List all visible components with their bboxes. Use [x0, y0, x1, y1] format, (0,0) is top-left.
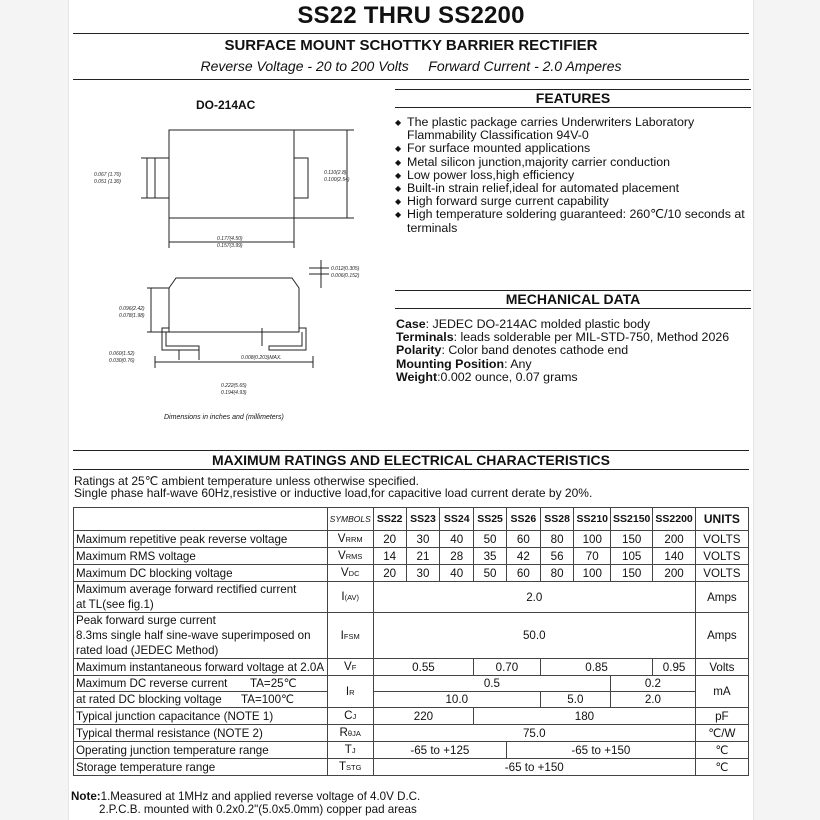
value-cell: 80 — [540, 531, 574, 548]
notes-block — [69, 790, 753, 816]
mech-terminals: Terminals: leads solderable per MIL-STD-750, Method 2026 — [396, 330, 730, 345]
reverse-voltage-text: Reverse Voltage - 20 to 200 Volts — [200, 58, 409, 74]
dim-height-min: 0.078(1.98) — [119, 313, 145, 319]
unit-cell: ℃ — [695, 742, 748, 759]
ratings-rule-top — [73, 450, 749, 451]
value-cell: 150 — [611, 565, 653, 582]
value-cell: 60 — [506, 531, 540, 548]
forward-current-text: Forward Current - 2.0 Amperes — [428, 58, 622, 74]
electrical-characteristics-table — [73, 507, 749, 776]
dim-standoff-max: 0.008(0.203)MAX. — [241, 355, 282, 361]
value-cell: 100 — [574, 531, 611, 548]
unit-cell: Amps — [695, 613, 748, 659]
unit-cell: VOLTS — [695, 565, 748, 582]
header-part: SS2150 — [611, 508, 653, 531]
param-desc: Maximum average forward rectified current at TL(see fig.1) — [74, 582, 328, 613]
value-cell: -65 to +150 — [373, 759, 695, 776]
param-symbol: IR — [327, 676, 373, 708]
param-desc: Storage temperature range — [74, 759, 328, 776]
value-cell: 14 — [373, 548, 406, 565]
param-symbol: RθJA — [327, 725, 373, 742]
header-part: SS24 — [440, 508, 474, 531]
param-symbol: TSTG — [327, 759, 373, 776]
value-cell: 40 — [440, 565, 474, 582]
package-name: DO-214AC — [196, 98, 256, 112]
dim-height-max: 0.096(2.42) — [119, 306, 145, 312]
param-desc: Maximum repetitive peak reverse voltage — [74, 531, 328, 548]
value-cell: 0.85 — [540, 659, 653, 676]
title-rule — [73, 33, 749, 34]
dim-lead-length-min: 0.030(0.76) — [109, 358, 135, 364]
value-cell: 70 — [574, 548, 611, 565]
mech-polarity: Polarity: Color band denotes cathode end — [396, 343, 629, 358]
dim-body-length-max: 0.177(4.50) — [217, 236, 243, 242]
dim-overall-length-max: 0.222(5.65) — [221, 383, 247, 389]
value-cell: 0.70 — [474, 659, 541, 676]
table-row — [74, 582, 749, 613]
unit-cell: ℃/W — [695, 725, 748, 742]
table-row — [74, 659, 749, 676]
ratings-rule-bottom — [73, 469, 749, 470]
unit-cell: ℃ — [695, 759, 748, 776]
value-cell: 75.0 — [373, 725, 695, 742]
value-cell: 42 — [506, 548, 540, 565]
value-cell: 30 — [406, 565, 440, 582]
value-cell: 60 — [506, 565, 540, 582]
value-cell: 200 — [653, 531, 695, 548]
header-rule — [73, 79, 749, 80]
value-cell: 5.0 — [540, 692, 610, 708]
value-cell: 50 — [474, 565, 507, 582]
value-cell: 0.5 — [373, 676, 610, 692]
table-row — [74, 742, 749, 759]
unit-cell: VOLTS — [695, 531, 748, 548]
mech-mounting: Mounting Position: Any — [396, 356, 532, 371]
condition-line: Ratings at 25℃ ambient temperature unless otherwise specified. — [74, 474, 419, 488]
value-cell: 30 — [406, 531, 440, 548]
unit-cell: Amps — [695, 582, 748, 613]
datasheet-page — [68, 0, 754, 820]
table-row — [74, 613, 749, 659]
dim-lead-thickness-min: 0.006(0.152) — [331, 273, 360, 279]
param-desc: Typical junction capacitance (NOTE 1) — [74, 708, 328, 725]
value-cell: 56 — [540, 548, 574, 565]
feature-item: ◆ Metal silicon junction,majority carrier conduction — [395, 156, 755, 169]
table-row — [74, 676, 749, 692]
value-cell: 0.95 — [653, 659, 695, 676]
value-cell: -65 to +150 — [506, 742, 695, 759]
dim-overall-length-min: 0.194(4.93) — [221, 390, 247, 396]
feature-item: ◆ The plastic package carries Underwriters Laboratory Flammability Classification 94V-0 — [395, 116, 755, 142]
feature-item: ◆ High temperature soldering guaranteed: 260℃/10 seconds at terminals — [395, 208, 755, 234]
value-cell: 100 — [574, 565, 611, 582]
features-list — [395, 116, 755, 235]
feature-item: ◆ For surface mounted applications — [395, 142, 755, 155]
table-row — [74, 548, 749, 565]
ratings-conditions — [74, 475, 744, 499]
feature-item: ◆ High forward surge current capability — [395, 195, 755, 208]
page-gutter-left — [0, 0, 68, 820]
package-body-top-view — [169, 130, 294, 218]
param-desc: Maximum DC blocking voltage — [74, 565, 328, 582]
dim-lead-length-max: 0.060(1.52) — [109, 351, 135, 357]
value-cell: 10.0 — [373, 692, 540, 708]
unit-cell: Volts — [695, 659, 748, 676]
dim-body-length-min: 0.157(3.99) — [217, 243, 243, 249]
ratings-heading: MAXIMUM RATINGS AND ELECTRICAL CHARACTERISTICS — [212, 452, 610, 468]
table-row — [74, 531, 749, 548]
param-symbol: VRRM — [327, 531, 373, 548]
param-symbol: IFSM — [327, 613, 373, 659]
table-row — [74, 708, 749, 725]
value-cell: 28 — [440, 548, 474, 565]
package-outline-drawing — [69, 110, 389, 410]
param-desc: Maximum RMS voltage — [74, 548, 328, 565]
param-desc: Maximum instantaneous forward voltage at 2.0A — [74, 659, 328, 676]
value-cell: 105 — [611, 548, 653, 565]
value-cell: 50.0 — [373, 613, 695, 659]
value-cell: 21 — [406, 548, 440, 565]
param-symbol: I(AV) — [327, 582, 373, 613]
header-part: SS2200 — [653, 508, 695, 531]
features-rule-bottom — [395, 107, 751, 108]
value-cell: 20 — [373, 531, 406, 548]
mechanical-rule-bottom — [395, 308, 751, 309]
header-symbols: SYMBOLS — [327, 508, 373, 531]
unit-cell: mA — [695, 676, 748, 708]
param-desc: at rated DC blocking voltage TA=100℃ — [74, 692, 328, 708]
value-cell: 0.2 — [611, 676, 696, 692]
param-desc: Peak forward surge current 8.3ms single half sine-wave superimposed on rated load (JEDEC Method) — [74, 613, 328, 659]
page-subtitle: SURFACE MOUNT SCHOTTKY BARRIER RECTIFIER — [224, 37, 598, 54]
header-part: SS210 — [574, 508, 611, 531]
value-cell: 40 — [440, 531, 474, 548]
value-cell: 2.0 — [373, 582, 695, 613]
ratings-summary — [69, 58, 753, 74]
feature-item: ◆ Low power loss,high efficiency — [395, 169, 755, 182]
value-cell: 20 — [373, 565, 406, 582]
table-row — [74, 759, 749, 776]
mechanical-heading: MECHANICAL DATA — [505, 291, 641, 307]
dimension-units-note: Dimensions in inches and (millimeters) — [164, 414, 284, 421]
feature-item: ◆ Built-in strain relief,ideal for automated placement — [395, 182, 755, 195]
header-part: SS22 — [373, 508, 406, 531]
mech-weight: Weight:0.002 ounce, 0.07 grams — [396, 369, 578, 384]
dim-lead-width-min: 0.051 (1.30) — [94, 179, 121, 185]
mech-case: Case: JEDEC DO-214AC molded plastic body — [396, 317, 651, 331]
param-desc: Typical thermal resistance (NOTE 2) — [74, 725, 328, 742]
value-cell: -65 to +125 — [373, 742, 506, 759]
dim-lead-width-max: 0.067 (1.70) — [94, 172, 121, 178]
value-cell: 35 — [474, 548, 507, 565]
param-symbol: VRMS — [327, 548, 373, 565]
table-header-row — [74, 508, 749, 531]
header-part: SS25 — [474, 508, 507, 531]
value-cell: 50 — [474, 531, 507, 548]
value-cell: 200 — [653, 565, 695, 582]
table-row — [74, 692, 749, 708]
header-part: SS26 — [506, 508, 540, 531]
value-cell: 220 — [373, 708, 473, 725]
header-units: UNITS — [695, 508, 748, 531]
dim-lead-thickness-max: 0.012(0.305) — [331, 266, 360, 272]
note-line: Note:1.Measured at 1MHz and applied reverse voltage of 4.0V D.C. — [71, 790, 421, 803]
page-title: SS22 THRU SS2200 — [297, 2, 525, 29]
dim-body-height-min: 0.100(2.54) — [324, 177, 350, 183]
param-symbol: CJ — [327, 708, 373, 725]
param-symbol: VF — [327, 659, 373, 676]
unit-cell: pF — [695, 708, 748, 725]
param-desc: Operating junction temperature range — [74, 742, 328, 759]
value-cell: 80 — [540, 565, 574, 582]
param-symbol: TJ — [327, 742, 373, 759]
package-body-side-view — [169, 278, 299, 332]
table-row — [74, 565, 749, 582]
param-desc: Maximum DC reverse current TA=25℃ — [74, 676, 328, 692]
page-gutter-right — [752, 0, 820, 820]
value-cell: 140 — [653, 548, 695, 565]
unit-cell: VOLTS — [695, 548, 748, 565]
dim-body-height-max: 0.110(2.8) — [324, 170, 347, 176]
header-part: SS28 — [540, 508, 574, 531]
value-cell: 0.55 — [373, 659, 473, 676]
table-row — [74, 725, 749, 742]
param-symbol: VDC — [327, 565, 373, 582]
value-cell: 2.0 — [611, 692, 696, 708]
package-lead-left — [155, 158, 169, 198]
features-heading: FEATURES — [535, 90, 611, 106]
header-desc-cell — [74, 508, 328, 531]
mechanical-data-block — [396, 318, 756, 384]
value-cell: 150 — [611, 531, 653, 548]
condition-line: Single phase half-wave 60Hz,resistive or inductive load,for capacitive load current derate by 20%. — [74, 486, 593, 500]
package-lead-right — [294, 158, 308, 198]
header-part: SS23 — [406, 508, 440, 531]
value-cell: 180 — [474, 708, 696, 725]
note-line: 2.P.C.B. mounted with 0.2x0.2"(5.0x5.0mm) copper pad areas — [99, 803, 417, 816]
